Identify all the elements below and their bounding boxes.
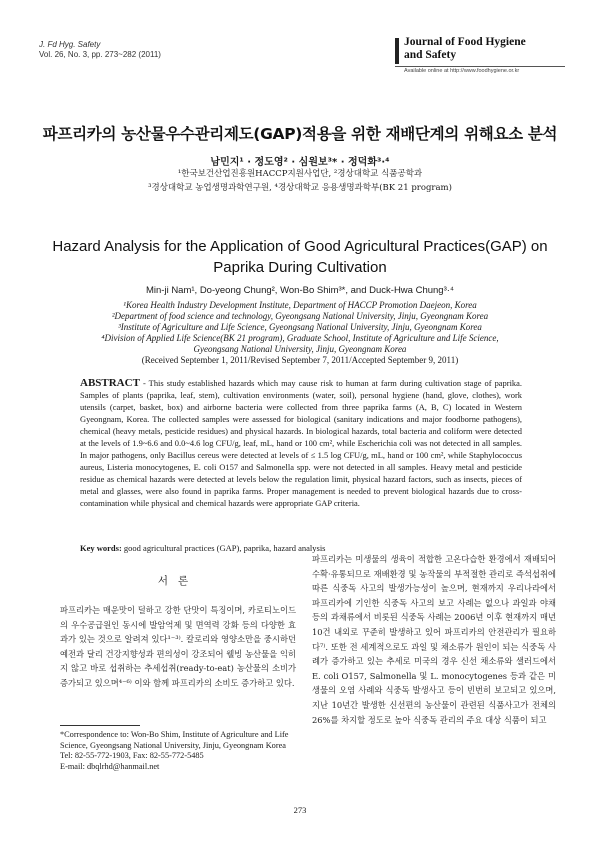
korean-affiliation-2: ³경상대학교 농업생명과학연구원, ⁴경상대학교 응용생명과학부(BK 21 program) [148,183,452,193]
footnote-line: E-mail: dbqlrhd@hanmail.net [60,761,160,771]
english-title [0,236,600,278]
section-heading-introduction: 서론 [157,575,199,587]
affiliation-line: ⁴Division of Applied Life Science(BK 21 program), Graduate School, Institute of Agriculture and Life Science, [101,333,499,343]
footnote-line: *Correspondence to: Won-Bo Shim, Institute of Agriculture and Life Science, Gyeongsang National University, Jinju, Gyeongnam Korea [60,730,289,750]
affiliation-line: ¹Korea Health Industry Development Institute, Department of HACCP Promotion Daejeon, Korea [123,300,477,310]
keywords-label: Key words: [80,543,122,553]
page-number: 273 [293,805,307,815]
logo-title-line1: Journal of Food Hygiene [404,36,526,48]
footnote-rule [60,725,140,726]
english-title-line1: Hazard Analysis for the Application of Good Agricultural Practices(GAP) on [52,238,548,255]
journal-logo [395,36,565,74]
korean-affiliation-1: ¹한국보건산업진흥원HACCP지원사업단, ²경상대학교 식품공학과 [177,169,423,179]
volume-info: Vol. 26, No. 3, pp. 273~282 (2011) [39,50,161,59]
received-dates: (Received September 1, 2011/Revised September 7, 2011/Accepted September 9, 2011) [141,355,459,365]
logo-title-line2: and Safety [404,49,457,61]
intro-right-column: 파프리카는 미생물의 생육이 적합한 고온다습한 환경에서 재배되어 수확·유통되므로 재배환경 및 농작물의 부적절한 관리로 즉석섭취에 따른 식중독 사고의 발생가능성이 높으며, 현재까지 우리나라에서 파프리카에 기인한 식중독 사고의 보고 사례는 없으나 과일과 야채 등의 과채류에서 비롯된 식중독 사례는 2006년 이후 현재까지 매년 10건 내외로 꾸준히 발생하고 있어 파프리카의 안전관리가 필요하다⁷⁾. 또한 전 세계적으로도 과일 및 채소류가 원인이 되는 식중독 사례가 증가하고 있는 추세로 미국의 경우 신선 채소류와 샐러드에서 E. coli O157, Salmonella 및 L. monocytogenes 등과 같은 미생물의 오염 사례와 식중독 발생사고 등이 빈번히 보고되고 있으며, 지난 10년간 발생한 신선편의 농산물이 관련된 식품사고가 전체의 26%를 차지할 정도로 높아 식중독 관리의 주요 대상 식품이 되고 [312,554,556,725]
journal-url: Available online at http://www.foodhygiene.or.kr [404,68,520,74]
intro-left-column: 파프리카는 매운맛이 덜하고 강한 단맛이 특징이며, 카로티노이드의 우수공급원인 동시에 발암억제 및 면역력 강화 등의 다양한 효과가 있는 것으로 알려져 있다¹⁻³⁾. 칼로리와 영양소만을 중시하던 예전과 달리 건강지향성과 편의성이 강조되어 웰빙 농산물을 익히지 않고 바로 섭취하는 추세섭취(ready-to-eat) 농산물의 소비가 증가되고 있으며⁴⁻⁶⁾ 이와 함께 파프리카의 소비도 증가하고 있다. [60,605,296,688]
footnote-line: Tel: 82-55-772-1903, Fax: 82-55-772-5485 [60,751,204,760]
logo-bar [395,38,399,64]
affiliation-line: ²Department of food science and technology, Gyeongsang National University, Jinju, Gyeongnam Korea [111,311,489,321]
english-affiliations [40,300,560,355]
abstract-heading: ABSTRACT [80,377,140,389]
abstract [80,378,522,509]
affiliation-line: ³Institute of Agriculture and Life Science, Gyeongsang National University, Jinju, Gyeongnam Korea [118,322,482,332]
english-authors: Min-ji Nam¹, Do-yeong Chung², Won-Bo Shim³*, and Duck-Hwa Chung³·⁴ [145,285,454,296]
korean-title: 파프리카의 농산물우수관리제도(GAP)적용을 위한 재배단계의 위해요소 분석 [42,125,558,143]
english-title-line2: Paprika During Cultivation [213,259,387,276]
korean-authors: 남민지¹ · 정도영² · 심원보³* · 정덕화³·⁴ [210,157,390,168]
journal-citation [39,40,161,60]
keywords-text: good agricultural practices (GAP), paprika, hazard analysis [121,543,326,553]
correspondence-footnote [60,730,304,772]
abstract-body: - This study established hazards which may cause risk to human at farm during cultivation stage of paprika. Samples of plants (paprika, leaf, stem), cultivation environments (water, soil), personal hygiene (hand, glove, clothes), work utensils (carpet, basket, box) and airborne bacteria were collected from three paprika farms (A, B, C) located in Western Gyeongnam, Korea. The collected samples were assessed for biological (sanitary indications and major foodborne pathogens), chemical (heavy metals, pesticide residues) and physical hazards. In biological hazards, total bacteria and coliform were detected at the levels of 1.9~6.6 and 0.0~4.6 log CFU/g, leaf, mL, hand or 100 cm², while Escherichia coli was not detected in all samples. In major pathogens, only Bacillus cereus were detected at levels of ≤ 1.5 log CFU/g, mL, hand or 100 cm², while Staphylococcus aureus, Listeria monocytogenes, E. coli O157 and Salmonella spp. were not detected in all samples. Heavy metal and pesticide residue as chemical hazards were detected at levels below the regulation limit, physical hazard factors, such as insects, pieces of metal and glasses, were also found in paprika farms. Proper management is needed to prevent biological hazards due to cross-contamination while physical and chemical hazards were appropriate GAP criteria. [80,378,522,508]
journal-abbrev: J. Fd Hyg. Safety [39,40,101,49]
affiliation-line: Gyeongsang National University, Jinju, Gyeongnam Korea [193,344,407,354]
logo-divider [395,66,565,67]
